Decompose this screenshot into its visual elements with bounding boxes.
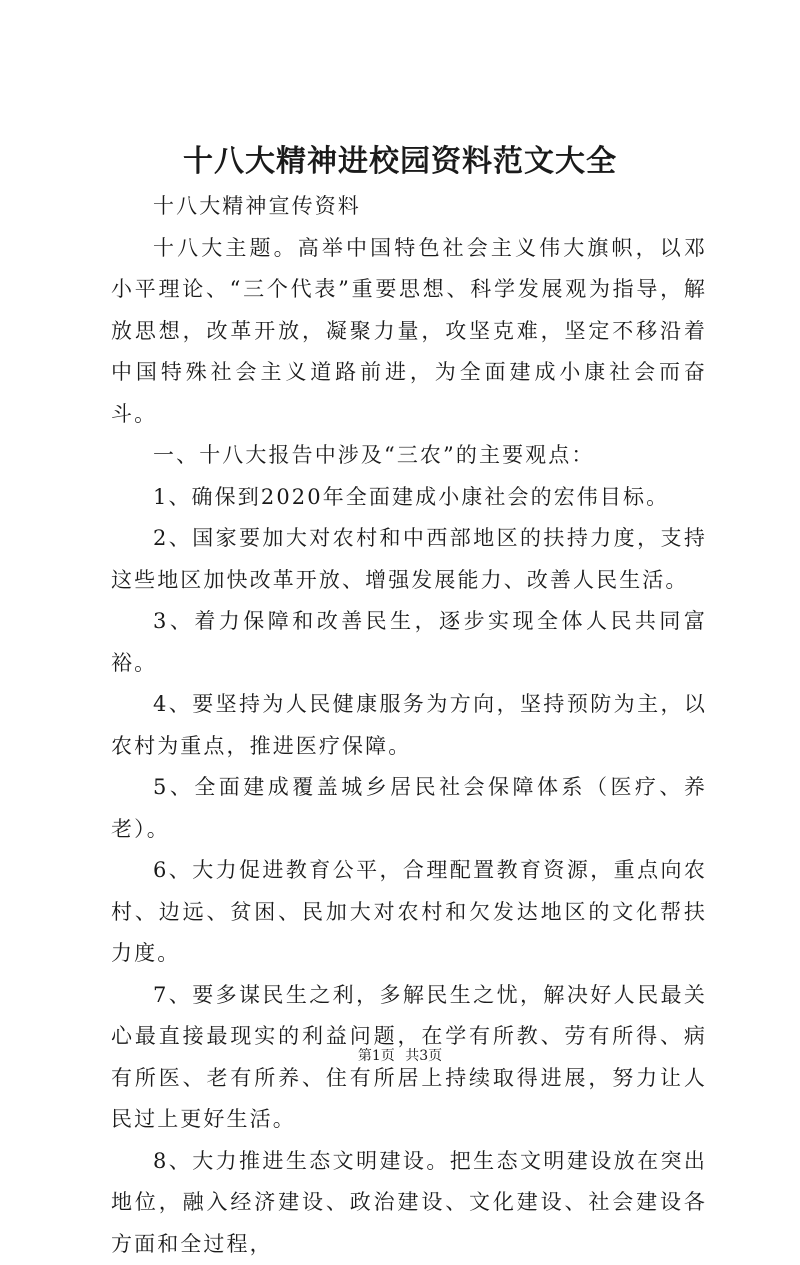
paragraph-section-heading: 一、十八大报告中涉及“三农”的主要观点： [111,435,707,477]
paragraph-item-5: 5、全面建成覆盖城乡居民社会保障体系（医疗、养老）。 [111,767,707,850]
paragraph-item-4: 4、要坚持为人民健康服务为方向，坚持预防为主，以农村为重点，推进医疗保障。 [111,684,707,767]
paragraph-item-6: 6、大力促进教育公平，合理配置教育资源，重点向农村、边远、贫困、民加大对农村和欠发达地区的文化帮扶力度。 [111,850,707,975]
document-title: 十八大精神进校园资料范文大全 [0,140,800,184]
page-total: 共3页 [405,1048,442,1064]
page-footer [0,1046,800,1066]
paragraph-theme: 十八大主题。高举中国特色社会主义伟大旗帜，以邓小平理论、“三个代表”重要思想、科学发展观为指导，解放思想，改革开放，凝聚力量，攻坚克难，坚定不移沿着中国特殊社会主义道路前进，为全面建成小康社会而奋斗。 [111,228,707,436]
document-body [111,186,707,1265]
paragraph-item-1: 1、确保到2020年全面建成小康社会的宏伟目标。 [111,477,707,519]
paragraph-item-3: 3、着力保障和改善民生，逐步实现全体人民共同富裕。 [111,601,707,684]
page-number: 第1页 [358,1048,395,1064]
paragraph-item-8: 8、大力推进生态文明建设。把生态文明建设放在突出地位，融入经济建设、政治建设、文化建设、社会建设各方面和全过程， [111,1141,707,1265]
paragraph-item-7: 7、要多谋民生之利，多解民生之忧，解决好人民最关心最直接最现实的利益问题，在学有所教、劳有所得、病有所医、老有所养、住有所居上持续取得进展，努力让人民过上更好生活。 [111,975,707,1141]
paragraph-subtitle: 十八大精神宣传资料 [111,186,707,228]
paragraph-item-2: 2、国家要加大对农村和中西部地区的扶持力度，支持这些地区加快改革开放、增强发展能力、改善人民生活。 [111,518,707,601]
